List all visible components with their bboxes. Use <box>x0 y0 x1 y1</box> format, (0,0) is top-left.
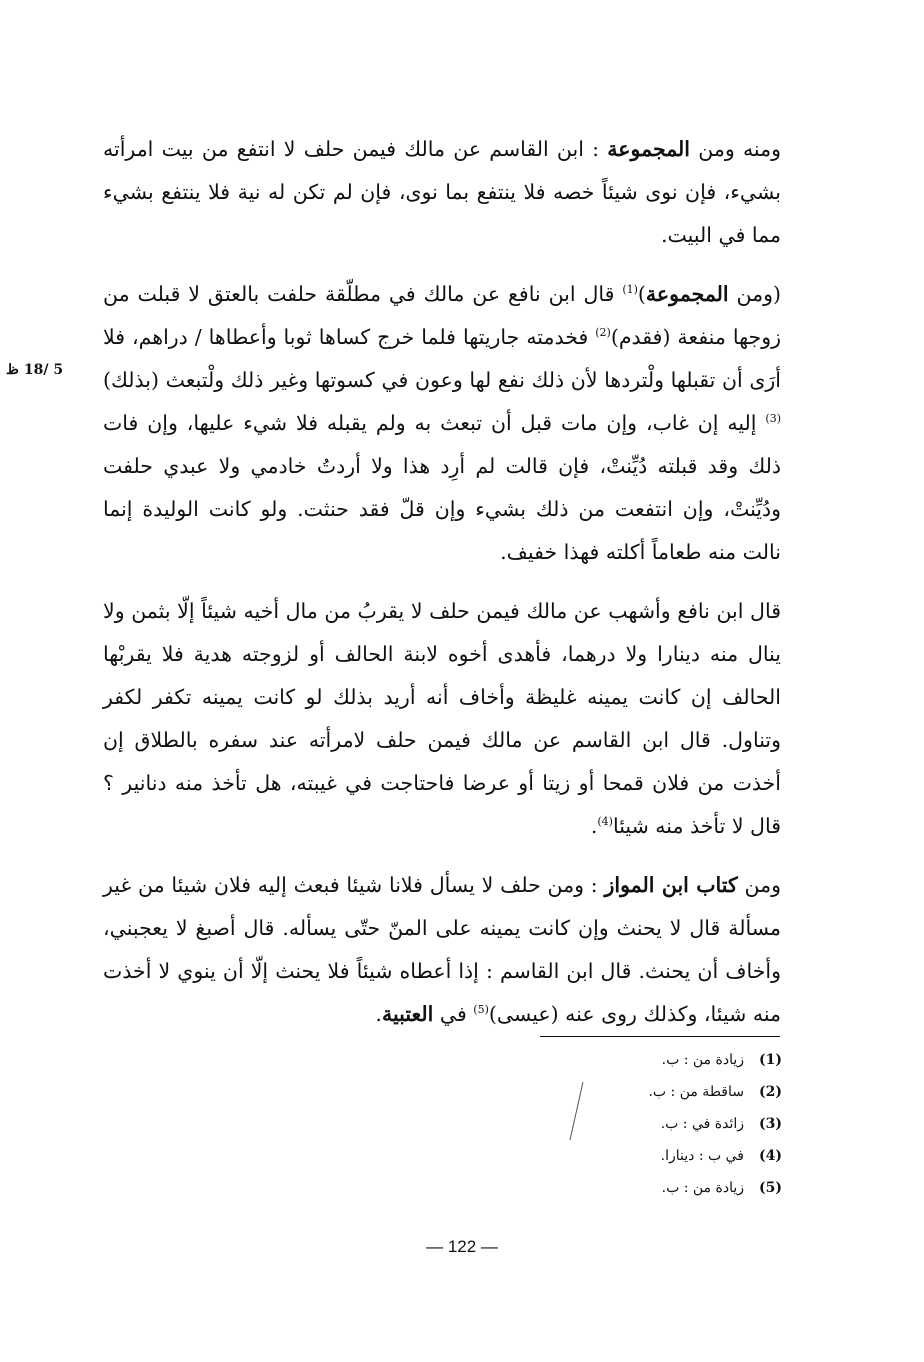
footnote-item <box>520 1140 782 1172</box>
footnote-ref: (4) <box>597 815 613 829</box>
paragraph-text: (ومن <box>728 282 782 306</box>
paragraph-text: . <box>590 814 598 838</box>
main-text <box>103 128 781 1052</box>
footnote-text: في ب : دينارا. <box>660 1148 744 1164</box>
paragraph-2 <box>103 273 781 574</box>
paragraph-text: فخدمته جاريتها فلما خرج كساها ثوبا وأعطاها / دراهم، فلا أرَى أن تقبلها ولْتردها لأن ذلك نفع لها وعون في كسوتها وغير ذلك ولْتبعث (بذلك) <box>103 325 781 392</box>
footnote-text: زيادة من : ب. <box>661 1180 744 1196</box>
footnote-text: ساقطة من : ب. <box>648 1084 744 1100</box>
paragraph-text: : ابن القاسم عن مالك فيمن حلف لا انتفع من بيت امرأته بشيء، فإن نوى شيئاً خصه فلا ينتفع بما نوى، فإن لم تكن له نية فلا ينتفع بشيء مما في البيت. <box>103 137 781 247</box>
footnote-separator <box>540 1036 780 1037</box>
source-title: العتبية <box>381 1002 434 1026</box>
margin-folio-note: 5 /18 ظ <box>6 362 64 378</box>
paragraph-4 <box>103 864 781 1036</box>
footnote-text: زيادة من : ب. <box>661 1052 744 1068</box>
footnote-ref: (1) <box>622 283 638 297</box>
page-number: — 122 — <box>426 1237 498 1256</box>
paragraph-3 <box>103 590 781 848</box>
footnote-ref: (3) <box>765 412 781 426</box>
footnote-item <box>520 1044 782 1076</box>
source-title: كتاب ابن المواز <box>604 873 738 897</box>
source-title: المجموعة <box>645 282 729 306</box>
paragraph-text: . <box>375 1002 382 1026</box>
pencil-stroke-mark <box>566 1080 586 1144</box>
paragraph-text: في <box>433 1002 474 1026</box>
footnote-number: (1) <box>759 1052 782 1068</box>
paragraph-text: ) <box>637 282 646 306</box>
footnote-number: (2) <box>759 1084 782 1100</box>
footnotes-list <box>520 1044 782 1204</box>
footnote-ref: (2) <box>595 326 611 340</box>
paragraph-1 <box>103 128 781 257</box>
paragraph-text: قال ابن نافع عن مالك في مطلّقة حلفت بالعتق لا قبلت من زوجها منفعة (فقدم) <box>103 282 781 349</box>
footnote-number: (3) <box>759 1116 782 1132</box>
footnote-text: زائدة في : ب. <box>660 1116 744 1132</box>
footnote-ref: (5) <box>473 1003 489 1017</box>
footnote-number: (4) <box>759 1148 782 1164</box>
footnote-item <box>520 1172 782 1204</box>
footnote-number: (5) <box>759 1180 782 1196</box>
footnote-item <box>520 1108 782 1140</box>
paragraph-text: ومن <box>737 873 782 897</box>
paragraph-text: : ومن حلف لا يسأل فلانا شيئا فبعث إليه فلان شيئا من غير مسألة قال لا يحنث وإن كانت يمينه على المنّ حتّى يسأله. قال أصبغ لا يعجبني، وأخاف أن يحنث. قال ابن القاسم : إذا أعطاه شيئاً فلا يحنث إلّا أن ينوي لا أخذت منه شيئا، وكذلك روى عنه (عيسى) <box>103 873 781 1026</box>
paragraph-text: إليه إن غاب، وإن مات قبل أن تبعث به ولم يقبله فلا شيء عليها، وإن فات ذلك وقد قبلته دُيِّنتْ، فإن قالت لم أرِد هذا ولا أردتُ خادمي ولا عبدي حلفت ودُيِّنتْ، وإن انتفعت من ذلك بشيء وإن قلّ فقد حنثت. ولو كانت الوليدة إنما نالت منه طعاماً أكلته فهذا خفيف. <box>103 411 781 564</box>
paragraph-text: قال ابن نافع وأشهب عن مالك فيمن حلف لا يقربُ من مال أخيه شيئاً إلّا بثمن ولا ينال منه دينارا ولا درهما، فأهدى أخوه لابنة الحالف أو لزوجته هدية فلا يقربْها الحالف إن كانت يمينه غليظة وأخاف أنه أريد بذلك لو كانت يمينه تكفر لكفر وتناول. قال ابن القاسم عن مالك فيمن حلف لامرأته عند سفره بالطلاق إن أخذت من فلان قمحا أو زيتا أو عرضا فاحتاجت في غيبته، هل تأخذ منه دنانير ؟ قال لا تأخذ منه شيئا <box>103 599 781 838</box>
source-title: المجموعة <box>607 137 690 161</box>
paragraph-text: ومنه ومن <box>690 137 781 161</box>
footnote-item <box>520 1076 782 1108</box>
